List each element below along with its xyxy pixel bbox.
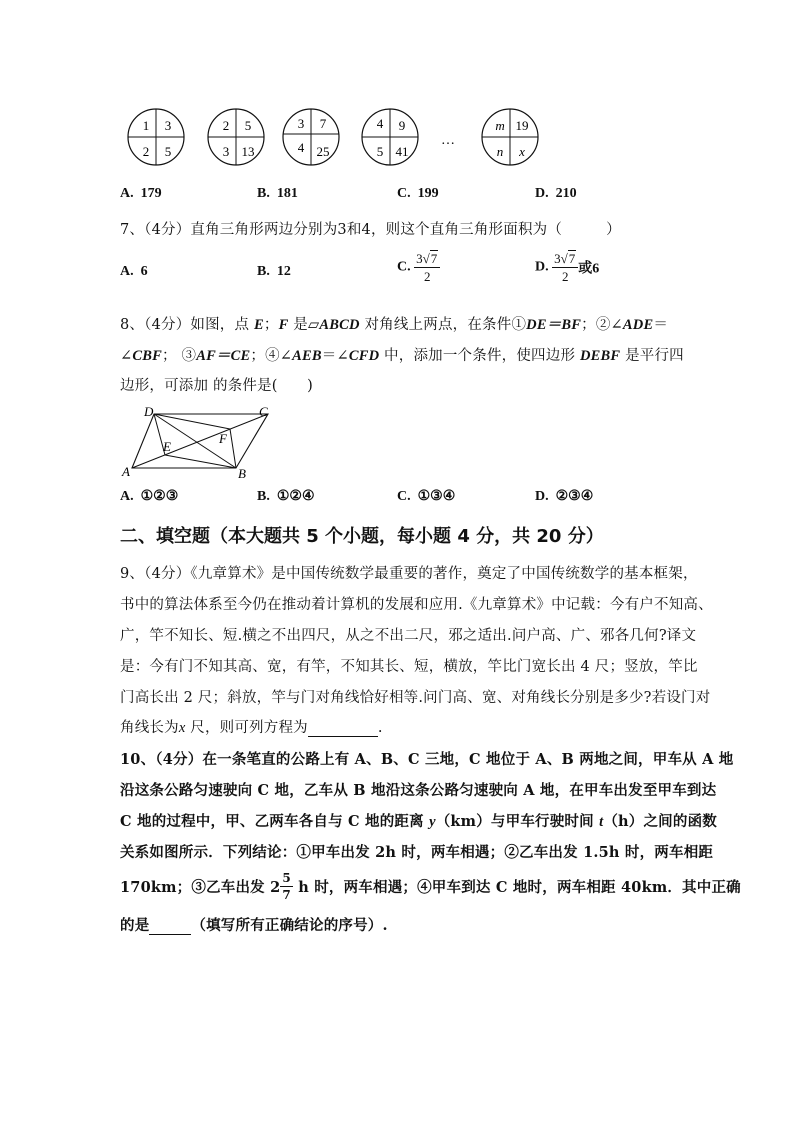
- q8-l1-sep: ；: [263, 317, 279, 333]
- q6-option-b[interactable]: [257, 186, 298, 202]
- q7-option-c[interactable]: [397, 252, 440, 283]
- q10-l3-pre: C 地的过程中，甲、乙两车各自与 C 地的距离: [120, 813, 430, 830]
- q10-line-4: 关系如图所示．下列结论：①甲车出发 2h 时，两车相遇；②乙车出发 1.5h 时，两车相距: [120, 844, 714, 861]
- circle-4: [362, 109, 418, 165]
- point-F: F: [219, 431, 227, 446]
- q9-line-4: 是：今有门不知其高、宽，有竿，不知其长、短，横放，竿比门宽长出 4 尺；竖放，竿比: [120, 659, 698, 675]
- q7-stem: 7、（4分）直角三角形两边分别为3和4，则这个直角三角形面积为（ ）: [120, 222, 621, 238]
- section-2-heading: 二、填空题（本大题共 5 个小题，每小题 4 分，共 20 分）: [120, 526, 604, 547]
- q7-option-c-radicand: 7: [430, 251, 438, 266]
- q7-option-c-fraction: $\frac{3√7}{2}$: [414, 252, 440, 283]
- q7-option-d-fraction: $\frac{3√7}{2}$: [552, 252, 578, 283]
- q8-l1-pre: 8、（4分）如图，点: [120, 317, 255, 333]
- circle-2-br: 13: [241, 144, 255, 159]
- q8-option-c[interactable]: [397, 488, 455, 505]
- q10-answer-blank[interactable]: [149, 918, 191, 935]
- q8-option-d[interactable]: [535, 488, 593, 505]
- circle-4-tl: 4: [376, 116, 384, 131]
- q9-line-6: [120, 716, 383, 737]
- q8-l2-b: ； ③: [161, 348, 197, 364]
- circle-3-tr: 7: [319, 116, 327, 131]
- q10-l3-y: y: [429, 814, 436, 830]
- q7-option-d-letter: D.: [535, 259, 549, 275]
- q8-parallelogram-figure: [118, 402, 278, 482]
- point-E: E: [163, 439, 171, 454]
- q6-option-a-text: 179: [140, 186, 162, 201]
- q10-line-1: 10、（4分）在一条笔直的公路上有 A、B、C 三地，C 地位于 A、B 两地之间，甲车从 A 地: [120, 751, 734, 768]
- q10-line-2: 沿这条公路匀速驶向 C 地，乙车从 B 地沿这条公路匀速驶向 A 地，在甲车出发至甲车到达: [120, 782, 717, 799]
- q9-line-1: 9、（4分）《九章算术》是中国传统数学最重要的著作，奠定了中国传统数学的基本框架，: [120, 566, 698, 582]
- q9-line-5: 门高长出 2 尺；斜放，竿与门对角线恰好相等.问门高、宽、对角线长分别是多少?若设门对: [120, 690, 711, 706]
- q10-l6-post: （填写所有正确结论的序号）.: [191, 917, 388, 934]
- q10-l3-mid: 与甲车行驶时间: [490, 813, 600, 830]
- q8-l2-d: ＝∠: [321, 348, 349, 364]
- q6-option-a-letter: A.: [120, 186, 134, 201]
- q7-option-d-den: 2: [561, 269, 569, 284]
- q9-answer-blank[interactable]: [308, 720, 378, 737]
- ellipsis: …: [441, 133, 455, 148]
- circle-4-bl: 5: [376, 144, 384, 159]
- q8-option-b[interactable]: [257, 488, 315, 505]
- q8-l2-CFD: CFD: [348, 348, 380, 364]
- q6-option-c-text: 199: [417, 186, 439, 201]
- q7-option-d-radicand: 7: [568, 251, 576, 266]
- q6-option-c[interactable]: [397, 186, 439, 202]
- q7-option-b[interactable]: [257, 264, 291, 280]
- q7-option-d[interactable]: [535, 252, 599, 283]
- circle-5: [482, 109, 538, 165]
- q10-l5-post: h 时，两车相遇；④甲车到达 C 地时，两车相距 40km．其中正确: [292, 879, 741, 896]
- q8-option-a[interactable]: [120, 488, 178, 505]
- q10-mixed-fraction: [280, 872, 293, 901]
- q8-option-a-text: ①②③: [140, 489, 179, 504]
- q7-option-a-letter: A.: [120, 264, 134, 279]
- vertex-D: D: [144, 404, 154, 419]
- q8-l1-ABCD: ABCD: [319, 317, 360, 333]
- q10-l3-h: （h）: [603, 813, 644, 830]
- q7-option-c-coef: 3: [416, 251, 423, 266]
- q9-l6-pre: 角线长为: [120, 720, 179, 736]
- circle-2-tl: 2: [222, 118, 230, 133]
- q6-circles-figure: [118, 104, 558, 170]
- q6-option-d-letter: D.: [535, 186, 549, 201]
- q10-l5-pre: 170km；③乙车出发 2: [120, 879, 281, 896]
- q8-line-1: [120, 313, 668, 334]
- q8-l2-DEBF: DEBF: [579, 348, 621, 364]
- q8-l2-f: 是平行四: [620, 348, 684, 364]
- q8-option-b-text: ①②④: [276, 489, 315, 504]
- q8-l1-c1: DE＝BF: [526, 317, 582, 333]
- q10-l6-pre: 的是: [120, 917, 150, 934]
- circle-1-tl: 1: [142, 118, 150, 133]
- circle-1-bl: 2: [142, 144, 150, 159]
- circle-5-bl: n: [496, 144, 504, 159]
- vertex-C: C: [259, 404, 268, 419]
- vertex-B: B: [238, 466, 246, 481]
- q6-option-c-letter: C.: [397, 186, 411, 201]
- circle-2-tr: 5: [244, 118, 252, 133]
- circle-1-br: 5: [164, 144, 172, 159]
- q10-line-3: [120, 810, 717, 831]
- q9-line-2: 书中的算法体系至今仍在推动着计算机的发展和应用.《九章算术》中记载：今有户不知高、: [120, 597, 713, 613]
- circle-5-tl: m: [495, 118, 505, 133]
- q8-l1-c2post: ＝: [653, 317, 669, 333]
- q8-l2-c: ；④∠: [250, 348, 293, 364]
- q7-option-a[interactable]: [120, 264, 148, 280]
- circle-5-tr: 19: [515, 118, 529, 133]
- q6-option-d[interactable]: [535, 186, 577, 202]
- q7-option-d-suffix: 或6: [578, 261, 600, 277]
- q9-l6-post: 尺，则可列方程为: [185, 720, 308, 736]
- q9-l6-end: .: [377, 720, 383, 736]
- q10-l3-post: 之间的函数: [643, 813, 717, 830]
- q8-l2-CBF: CBF: [132, 348, 162, 364]
- circle-3-br: 25: [316, 144, 330, 159]
- circle-4-br: 41: [395, 144, 409, 159]
- q8-option-d-text: ②③④: [555, 489, 594, 504]
- circle-3-tl: 3: [297, 116, 305, 131]
- q6-option-b-letter: B.: [257, 186, 270, 201]
- vertex-A: A: [122, 464, 130, 479]
- q8-l1-c2: ADE: [622, 317, 654, 333]
- q7-option-d-coef: 3: [554, 251, 561, 266]
- q8-l2-a: ∠: [120, 348, 133, 364]
- q9-line-3: 广，竿不知长、短.横之不出四尺，从之不出二尺，邪之适出.问户高、广、邪各几何?译文: [120, 628, 697, 644]
- q6-option-a[interactable]: [120, 186, 162, 202]
- circle-3-bl: 4: [297, 140, 305, 155]
- q6-option-d-text: 210: [555, 186, 577, 201]
- q8-line-3: 边形，可添加 的条件是( ): [120, 378, 313, 394]
- q8-l1-F: F: [278, 317, 289, 333]
- circle-3: [283, 109, 339, 165]
- q8-option-c-text: ①③④: [417, 489, 456, 504]
- q8-l2-AEB: AEB: [292, 348, 322, 364]
- q8-option-d-letter: D.: [535, 489, 549, 504]
- q8-option-c-letter: C.: [397, 489, 411, 504]
- circle-4-tr: 9: [398, 118, 406, 133]
- q7-option-b-letter: B.: [257, 264, 270, 279]
- q10-frac-den: 7: [282, 888, 291, 902]
- q8-l2-AF: AF＝CE: [196, 348, 251, 364]
- q8-option-a-letter: A.: [120, 489, 134, 504]
- circle-5-br: x: [519, 144, 525, 159]
- q10-l3-unit: （km）: [435, 813, 491, 830]
- q10-line-5: [120, 872, 741, 901]
- q10-line-6: [120, 914, 388, 935]
- q8-l2-e: 中，添加一个条件，使四边形: [379, 348, 580, 364]
- q7-option-c-den: 2: [423, 269, 431, 284]
- q10-l3-t: t: [599, 814, 604, 830]
- q9-l6-var: x: [178, 720, 186, 736]
- q7-option-c-letter: C.: [397, 259, 411, 275]
- circle-1: [128, 109, 184, 165]
- circle-2: [208, 109, 264, 165]
- q8-option-b-letter: B.: [257, 489, 270, 504]
- q8-line-2: [120, 344, 684, 365]
- q8-l1-E: E: [254, 317, 264, 333]
- q8-l1-post: 对角线上两点，在条件①: [359, 317, 527, 333]
- q7-option-a-text: 6: [140, 264, 148, 279]
- q7-option-b-text: 12: [276, 264, 291, 279]
- q8-l1-mid: 是▱: [288, 317, 320, 333]
- circle-2-bl: 3: [222, 144, 230, 159]
- q10-frac-num: 5: [282, 871, 291, 885]
- q6-option-b-text: 181: [276, 186, 298, 201]
- q8-l1-c2pre: ；②∠: [581, 317, 623, 333]
- circle-1-tr: 3: [164, 118, 172, 133]
